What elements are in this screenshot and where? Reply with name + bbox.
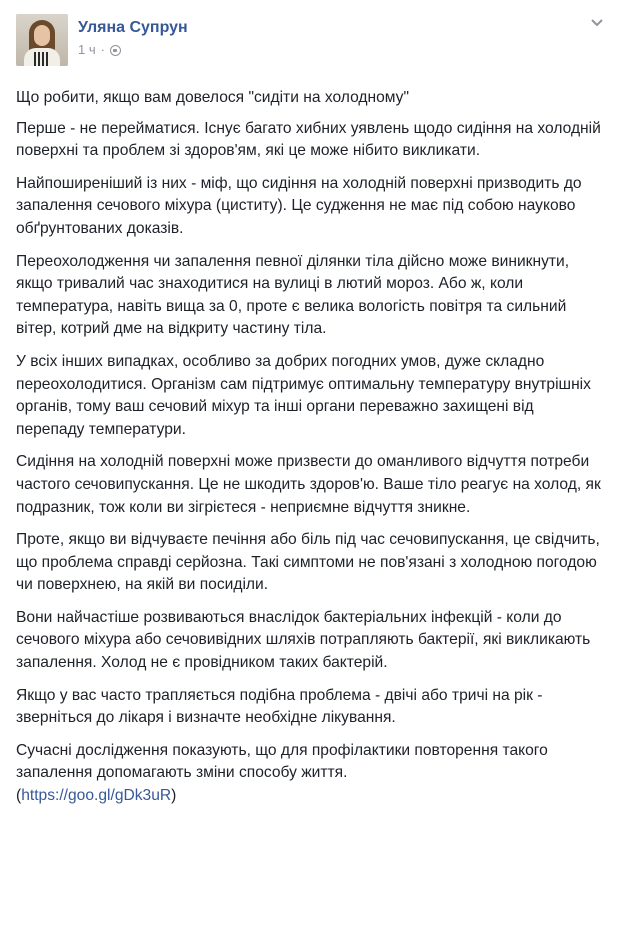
last-paragraph-text: Сучасні дослідження показують, що для профілактики повторення такого запалення допомагають зміни способу життя. bbox=[16, 741, 548, 782]
post-paragraph: Якщо у вас часто трапляється подібна проблема - двічі або тричі на рік - зверніться до лікаря і визначте необхідне лікування. bbox=[16, 686, 543, 727]
link-close-paren: ) bbox=[171, 787, 177, 805]
post-paragraph: Проте, якщо ви відчуваєте печіння або біль під час сечовипускання, це свідчить, що проблема справді серйозна. Такі симптоми не пов'язані з холодною погодою чи поверхнею, на якій ви посиділи. bbox=[16, 531, 600, 594]
post-body bbox=[16, 87, 606, 808]
post-subline bbox=[78, 42, 188, 58]
post-paragraph: Вони найчастіше розвиваються внаслідок бактеріальних інфекцій - коли до сечового міхура або сечовивідних шляхів потрапляють бактерії, які викликають запалення. Холод не є провідником таких бактерій. bbox=[16, 608, 591, 672]
author-name[interactable]: Уляна Супрун bbox=[78, 19, 188, 36]
link-open-paren: ( bbox=[16, 787, 22, 805]
post-header bbox=[16, 14, 606, 74]
post-paragraph: Найпоширеніший із них - міф, що сидіння на холодній поверхні призводить до запалення сечового міхура (циститу). Це судження не має під собою науково обґрунтованих доказів. bbox=[16, 174, 582, 237]
chevron-down-icon[interactable] bbox=[590, 18, 604, 28]
post-paragraph: У всіх інших випадках, особливо за добрих погодних умов, дуже складно переохолодитися. Організм сам підтримує оптимальну температуру внутрішніх органів, тому ваш сечовий міхур та інші органи переважно захищені від перепаду температури. bbox=[16, 352, 591, 438]
author-avatar[interactable] bbox=[16, 14, 68, 66]
post-paragraph: Перше - не перейматися. Існує багато хибних уявлень щодо сидіння на холодній поверхні та проблем зі здоров'ям, які це може нібито викликати. bbox=[16, 119, 601, 160]
post-paragraph-last bbox=[16, 740, 606, 808]
post-timestamp[interactable]: 1 ч bbox=[78, 42, 96, 57]
globe-icon[interactable] bbox=[110, 45, 121, 56]
post-paragraph: Переохолодження чи запалення певної ділянки тіла дійсно може виникнути, якщо тривалий час знаходитися на вулиці в лютий мороз. Або ж, коли температура, навіть вища за 0, проте є велика вологість повітря та сильний вітер, котрий дме на відкриту частину тіла. bbox=[16, 252, 570, 338]
post-paragraph: Що робити, якщо вам довелося "сидіти на холодному" bbox=[16, 89, 410, 106]
post-meta bbox=[78, 14, 188, 58]
post-paragraph: Сидіння на холодній поверхні може призвести до оманливого відчуття потреби частого сечовипускання. Це не шкодить здоров'ю. Ваше тіло реагує на холод, як подразник, тож коли ви зігрієтеся - неприємне відчуття зникне. bbox=[16, 453, 601, 516]
separator-dot: · bbox=[100, 42, 105, 57]
source-link[interactable]: https://goo.gl/gDk3uR bbox=[21, 787, 172, 805]
